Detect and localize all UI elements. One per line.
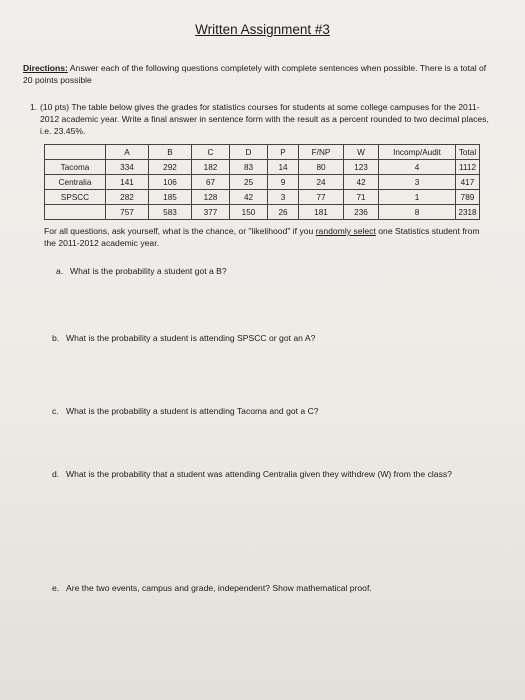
part-text: Are the two events, campus and grade, independent? Show mathematical proof. [66, 583, 372, 593]
table-cell: 236 [344, 205, 379, 220]
table-cell: 2318 [456, 205, 480, 220]
question-part-e [52, 582, 502, 594]
question-part-a [56, 265, 486, 277]
table-cell: 42 [344, 175, 379, 190]
table-cell: 377 [192, 205, 230, 220]
header-cell-w: W [344, 145, 379, 160]
table-cell: 185 [149, 190, 192, 205]
directions-label: Directions: [23, 63, 68, 73]
table-cell: 9 [268, 175, 299, 190]
header-cell-total: Total [456, 145, 480, 160]
table-cell: 25 [230, 175, 268, 190]
table-cell: 292 [149, 160, 192, 175]
header-cell-d: D [230, 145, 268, 160]
header-cell-c: C [192, 145, 230, 160]
table-cell: 24 [299, 175, 344, 190]
question-1-number: 1. [30, 102, 38, 112]
table-cell: 123 [344, 160, 379, 175]
table-cell: 789 [456, 190, 480, 205]
part-letter: d. [52, 469, 60, 479]
table-cell: 80 [299, 160, 344, 175]
part-letter: a. [56, 266, 64, 276]
instructions-note-text: For all questions, ask yourself, what is the chance, or "likelihood" if you [44, 226, 316, 236]
table-cell: 141 [106, 175, 149, 190]
header-cell-p: P [268, 145, 299, 160]
table-cell: 417 [456, 175, 480, 190]
table-cell: 334 [106, 160, 149, 175]
table-cell: 3 [379, 175, 456, 190]
table-cell: 182 [192, 160, 230, 175]
instructions-note [44, 225, 489, 249]
table-cell: 128 [192, 190, 230, 205]
header-cell-blank [45, 145, 106, 160]
header-cell-incomp-audit: Incomp/Audit [379, 145, 456, 160]
part-text: What is the probability a student is attending Tacoma and got a C? [66, 406, 319, 416]
table-cell: 3 [268, 190, 299, 205]
question-part-c [52, 405, 492, 417]
question-1 [30, 101, 492, 137]
row-label: Tacoma [45, 160, 106, 175]
table-cell: 77 [299, 190, 344, 205]
table-cell: 42 [230, 190, 268, 205]
part-text: What is the probability that a student was attending Centralia given they withdrew (W) from the class? [66, 469, 452, 479]
table-cell: 4 [379, 160, 456, 175]
question-1-text: (10 pts) The table below gives the grades for statistics courses for students at some college campuses for the 2011-2012 academic year. Write a final answer in sentence form with the result as a percent rounded to two decimal places, i.e. 23.45%. [40, 102, 489, 136]
table-cell: 757 [106, 205, 149, 220]
table-cell: 583 [149, 205, 192, 220]
directions-text: Answer each of the following questions completely with complete sentences when possible. There is a total of 20 points possible [23, 63, 487, 85]
part-letter: e. [52, 583, 60, 593]
part-text: What is the probability a student got a B? [70, 266, 227, 276]
grades-table [44, 144, 480, 220]
row-label: Centralia [45, 175, 106, 190]
assignment-title: Written Assignment #3 [195, 22, 330, 37]
part-letter: c. [52, 406, 59, 416]
question-part-b [52, 332, 492, 344]
table-cell: 26 [268, 205, 299, 220]
table-cell: 8 [379, 205, 456, 220]
table-header-row [45, 145, 480, 160]
instructions-note-text-end: one Statistics student from the 2011-2012 academic year. [44, 226, 480, 248]
table-row [45, 160, 480, 175]
instructions-note-underlined: randomly select [315, 226, 376, 236]
table-cell: 67 [192, 175, 230, 190]
table-cell: 106 [149, 175, 192, 190]
table-row [45, 175, 480, 190]
row-label: SPSCC [45, 190, 106, 205]
header-cell-b: B [149, 145, 192, 160]
table-cell: 1 [379, 190, 456, 205]
part-letter: b. [52, 333, 60, 343]
header-cell-a: A [106, 145, 149, 160]
table-totals-row [45, 205, 480, 220]
table-cell: 71 [344, 190, 379, 205]
table-cell: 282 [106, 190, 149, 205]
question-part-d [52, 468, 502, 480]
row-label [45, 205, 106, 220]
table-cell: 181 [299, 205, 344, 220]
table-cell: 14 [268, 160, 299, 175]
table-cell: 83 [230, 160, 268, 175]
table-cell: 150 [230, 205, 268, 220]
part-text: What is the probability a student is attending SPSCC or got an A? [66, 333, 316, 343]
directions-paragraph [23, 62, 493, 86]
table-row [45, 190, 480, 205]
table-cell: 1112 [456, 160, 480, 175]
header-cell-fnp: F/NP [299, 145, 344, 160]
